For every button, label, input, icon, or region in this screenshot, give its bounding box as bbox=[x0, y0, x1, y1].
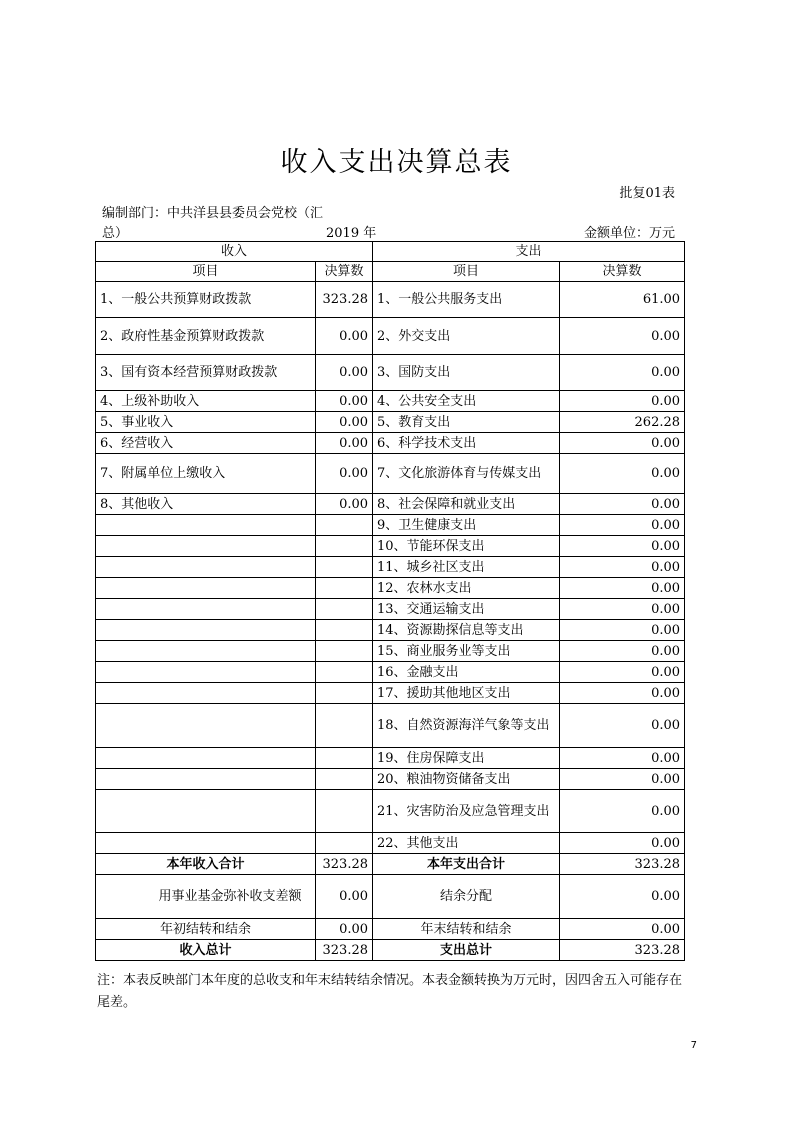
table-row bbox=[96, 599, 685, 620]
table-row bbox=[96, 282, 685, 318]
expense-amount-cell: 0.00 bbox=[560, 620, 685, 641]
expense-amount-cell: 0.00 bbox=[560, 769, 685, 790]
expense-amount-cell: 61.00 bbox=[560, 282, 685, 318]
expense-amount-cell: 0.00 bbox=[560, 833, 685, 854]
expense-item-header: 项目 bbox=[373, 262, 560, 282]
income-amount-cell bbox=[316, 641, 373, 662]
income-item-cell bbox=[96, 578, 316, 599]
expense-item-cell: 20、粮油物资储备支出 bbox=[373, 769, 560, 790]
table-row bbox=[96, 391, 685, 412]
table-row bbox=[96, 790, 685, 833]
expense-item-cell: 14、资源勘探信息等支出 bbox=[373, 620, 560, 641]
income-item-cell: 5、事业收入 bbox=[96, 412, 316, 433]
table-row bbox=[96, 620, 685, 641]
expense-total-label: 本年支出合计 bbox=[373, 854, 560, 875]
expense-amount-cell: 0.00 bbox=[560, 790, 685, 833]
income-item-cell bbox=[96, 536, 316, 557]
carry-end-label: 年末结转和结余 bbox=[373, 919, 560, 940]
expense-amount-header: 决算数 bbox=[560, 262, 685, 282]
expense-amount-cell: 0.00 bbox=[560, 318, 685, 355]
expense-item-cell: 8、社会保障和就业支出 bbox=[373, 494, 560, 515]
income-item-cell bbox=[96, 683, 316, 704]
table-row bbox=[96, 769, 685, 790]
surplus-label: 结余分配 bbox=[373, 875, 560, 919]
expense-amount-cell: 0.00 bbox=[560, 355, 685, 391]
table-row bbox=[96, 412, 685, 433]
income-amount-cell bbox=[316, 536, 373, 557]
carry-begin-value: 0.00 bbox=[316, 919, 373, 940]
expense-item-cell: 17、援助其他地区支出 bbox=[373, 683, 560, 704]
table-row bbox=[96, 641, 685, 662]
income-amount-cell bbox=[316, 557, 373, 578]
compiling-unit: 编制部门：中共洋县县委员会党校（汇 bbox=[102, 206, 324, 221]
table-row bbox=[96, 536, 685, 557]
expense-amount-cell: 0.00 bbox=[560, 641, 685, 662]
expense-grand-label: 支出总计 bbox=[373, 940, 560, 961]
table-row bbox=[96, 355, 685, 391]
table-row bbox=[96, 494, 685, 515]
income-amount-cell bbox=[316, 748, 373, 769]
income-amount-cell bbox=[316, 833, 373, 854]
income-amount-cell: 323.28 bbox=[316, 282, 373, 318]
table-row bbox=[96, 833, 685, 854]
expense-item-cell: 5、教育支出 bbox=[373, 412, 560, 433]
income-amount-cell: 0.00 bbox=[316, 391, 373, 412]
income-item-cell bbox=[96, 704, 316, 748]
income-amount-cell bbox=[316, 683, 373, 704]
income-amount-cell bbox=[316, 515, 373, 536]
income-total-value: 323.28 bbox=[316, 854, 373, 875]
income-item-cell: 1、一般公共预算财政拨款 bbox=[96, 282, 316, 318]
table-row bbox=[96, 515, 685, 536]
expense-item-cell: 4、公共安全支出 bbox=[373, 391, 560, 412]
income-item-header: 项目 bbox=[96, 262, 316, 282]
expense-item-cell: 16、金融支出 bbox=[373, 662, 560, 683]
table-row bbox=[96, 662, 685, 683]
expense-item-cell: 3、国防支出 bbox=[373, 355, 560, 391]
fiscal-year: 2019 年 bbox=[326, 226, 377, 241]
table-row bbox=[96, 578, 685, 599]
income-item-cell: 3、国有资本经营预算财政拨款 bbox=[96, 355, 316, 391]
expense-amount-cell: 0.00 bbox=[560, 662, 685, 683]
expense-item-cell: 19、住房保障支出 bbox=[373, 748, 560, 769]
expense-header: 支出 bbox=[373, 242, 685, 262]
income-amount-cell bbox=[316, 704, 373, 748]
income-amount-cell: 0.00 bbox=[316, 433, 373, 454]
income-item-cell bbox=[96, 790, 316, 833]
income-item-cell bbox=[96, 833, 316, 854]
expense-item-cell: 12、农林水支出 bbox=[373, 578, 560, 599]
income-item-cell bbox=[96, 769, 316, 790]
income-amount-cell: 0.00 bbox=[316, 494, 373, 515]
income-item-cell bbox=[96, 641, 316, 662]
table-row bbox=[96, 683, 685, 704]
expense-item-cell: 7、文化旅游体育与传媒支出 bbox=[373, 454, 560, 494]
income-item-cell bbox=[96, 515, 316, 536]
expense-amount-cell: 0.00 bbox=[560, 704, 685, 748]
expense-amount-cell: 0.00 bbox=[560, 515, 685, 536]
compiling-unit-cont: 总） bbox=[102, 226, 129, 241]
expense-item-cell: 6、科学技术支出 bbox=[373, 433, 560, 454]
income-amount-cell bbox=[316, 599, 373, 620]
expense-amount-cell: 262.28 bbox=[560, 412, 685, 433]
income-amount-cell: 0.00 bbox=[316, 454, 373, 494]
table-row bbox=[96, 433, 685, 454]
income-amount-header: 决算数 bbox=[316, 262, 373, 282]
fund-value: 0.00 bbox=[316, 875, 373, 919]
expense-item-cell: 1、一般公共服务支出 bbox=[373, 282, 560, 318]
income-amount-cell bbox=[316, 790, 373, 833]
income-item-cell bbox=[96, 557, 316, 578]
expense-amount-cell: 0.00 bbox=[560, 578, 685, 599]
expense-amount-cell: 0.00 bbox=[560, 433, 685, 454]
income-amount-cell: 0.00 bbox=[316, 318, 373, 355]
expense-amount-cell: 0.00 bbox=[560, 391, 685, 412]
income-amount-cell bbox=[316, 578, 373, 599]
income-item-cell: 4、上级补助收入 bbox=[96, 391, 316, 412]
expense-item-cell: 21、灾害防治及应急管理支出 bbox=[373, 790, 560, 833]
table-row bbox=[96, 704, 685, 748]
carry-end-value: 0.00 bbox=[560, 919, 685, 940]
income-amount-cell bbox=[316, 769, 373, 790]
expense-item-cell: 18、自然资源海洋气象等支出 bbox=[373, 704, 560, 748]
income-item-cell: 7、附属单位上缴收入 bbox=[96, 454, 316, 494]
expense-item-cell: 22、其他支出 bbox=[373, 833, 560, 854]
fund-label: 用事业基金弥补收支差额 bbox=[96, 875, 316, 919]
income-amount-cell bbox=[316, 620, 373, 641]
expense-item-cell: 13、交通运输支出 bbox=[373, 599, 560, 620]
expense-item-cell: 2、外交支出 bbox=[373, 318, 560, 355]
income-total-label: 本年收入合计 bbox=[96, 854, 316, 875]
table-row bbox=[96, 454, 685, 494]
income-item-cell: 2、政府性基金预算财政拨款 bbox=[96, 318, 316, 355]
expense-total-value: 323.28 bbox=[560, 854, 685, 875]
surplus-value: 0.00 bbox=[560, 875, 685, 919]
amount-unit: 金额单位：万元 bbox=[583, 226, 675, 241]
expense-amount-cell: 0.00 bbox=[560, 557, 685, 578]
income-item-cell: 6、经营收入 bbox=[96, 433, 316, 454]
expense-amount-cell: 0.00 bbox=[560, 599, 685, 620]
table-row bbox=[96, 318, 685, 355]
income-grand-label: 收入总计 bbox=[96, 940, 316, 961]
income-item-cell bbox=[96, 599, 316, 620]
expense-amount-cell: 0.00 bbox=[560, 748, 685, 769]
expense-amount-cell: 0.00 bbox=[560, 494, 685, 515]
page-number: 7 bbox=[690, 1040, 697, 1051]
income-item-cell bbox=[96, 662, 316, 683]
table-row bbox=[96, 748, 685, 769]
income-item-cell bbox=[96, 748, 316, 769]
form-number: 批复01表 bbox=[619, 186, 675, 201]
expense-amount-cell: 0.00 bbox=[560, 683, 685, 704]
expense-item-cell: 10、节能环保支出 bbox=[373, 536, 560, 557]
income-grand-value: 323.28 bbox=[316, 940, 373, 961]
income-amount-cell: 0.00 bbox=[316, 355, 373, 391]
expense-grand-value: 323.28 bbox=[560, 940, 685, 961]
expense-amount-cell: 0.00 bbox=[560, 536, 685, 557]
expense-item-cell: 9、卫生健康支出 bbox=[373, 515, 560, 536]
table-row bbox=[96, 557, 685, 578]
footnote: 注：本表反映部门本年度的总收支和年末结转结余情况。本表金额转换为万元时，因四舍五入可能存在尾差。 bbox=[97, 973, 683, 1010]
income-item-cell: 8、其他收入 bbox=[96, 494, 316, 515]
income-expense-table bbox=[95, 241, 685, 961]
income-amount-cell bbox=[316, 662, 373, 683]
income-amount-cell: 0.00 bbox=[316, 412, 373, 433]
income-item-cell bbox=[96, 620, 316, 641]
income-header: 收入 bbox=[96, 242, 373, 262]
carry-begin-label: 年初结转和结余 bbox=[96, 919, 316, 940]
expense-item-cell: 15、商业服务业等支出 bbox=[373, 641, 560, 662]
expense-amount-cell: 0.00 bbox=[560, 454, 685, 494]
expense-item-cell: 11、城乡社区支出 bbox=[373, 557, 560, 578]
page-title: 收入支出决算总表 bbox=[280, 147, 513, 178]
